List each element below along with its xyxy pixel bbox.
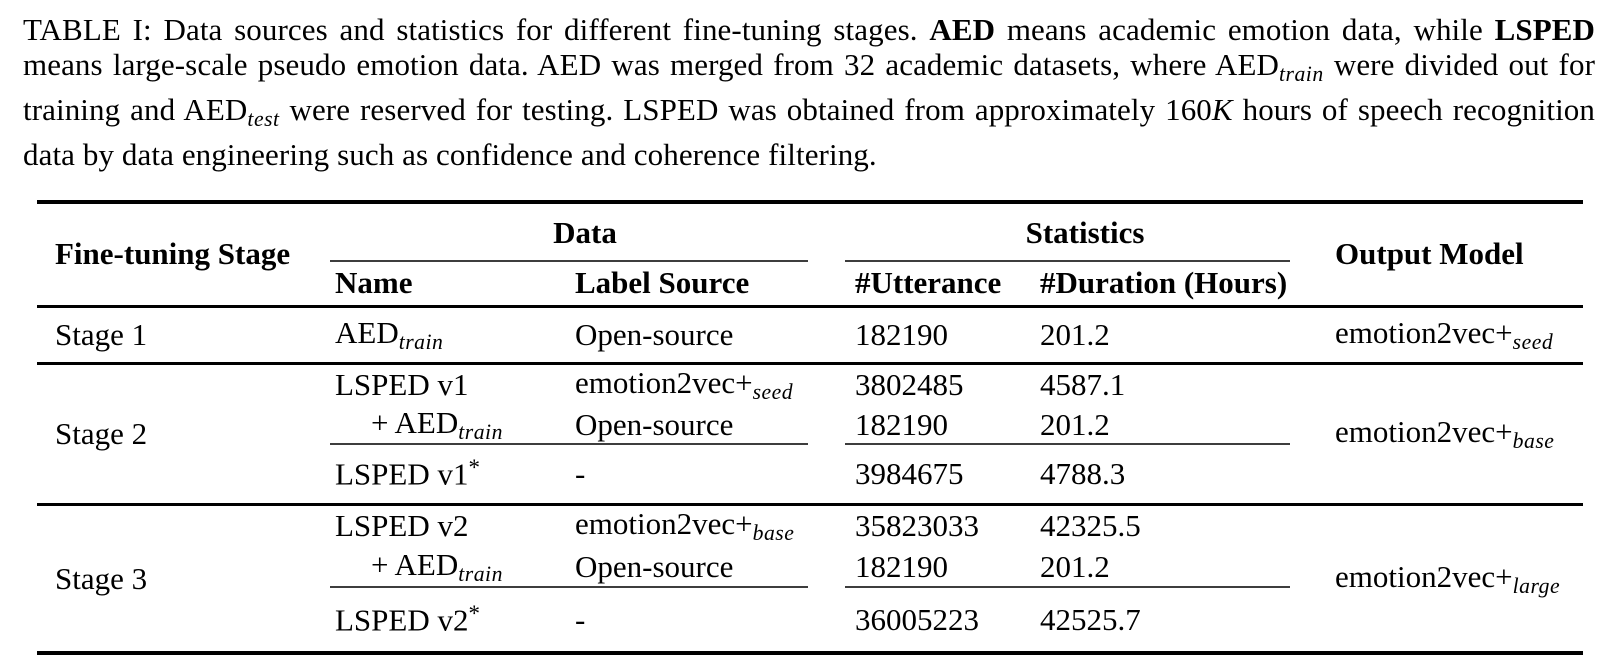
cell-utterance-count bbox=[845, 405, 1030, 445]
cell-label-source bbox=[565, 306, 845, 363]
cell-label-source bbox=[565, 363, 845, 405]
math-base: - bbox=[575, 601, 586, 637]
math-base: Open-source bbox=[575, 406, 734, 442]
math-base: LSPED v2 bbox=[335, 508, 469, 544]
math-subscript: seed bbox=[752, 379, 794, 404]
stage-label-text: Stage 1 bbox=[55, 316, 148, 352]
math-subscript: large bbox=[1512, 573, 1561, 598]
math-base: + AED bbox=[371, 404, 459, 440]
cell-output-model bbox=[1325, 505, 1583, 654]
table-row-stage2-a bbox=[37, 363, 1583, 405]
math-base: emotion2vec+ bbox=[575, 506, 753, 542]
cell-dataset-name bbox=[325, 306, 565, 363]
caption-subscript-train: train bbox=[1278, 62, 1324, 87]
header-name: Name bbox=[325, 262, 565, 306]
caption-text-4: were divided out for training and AED bbox=[23, 47, 1595, 128]
header-utterance: #Utterance bbox=[845, 262, 1030, 306]
fine-tuning-data-table bbox=[37, 200, 1583, 655]
header-fine-tuning-stage: Fine-tuning Stage bbox=[37, 202, 325, 306]
cell-utterance-count bbox=[845, 445, 1030, 505]
duration-value: 42525.7 bbox=[1040, 601, 1141, 637]
utterance-value: 182190 bbox=[855, 406, 948, 442]
caption-text-5: were reserved for testing. LSPED was obtained from approximately 160 bbox=[279, 92, 1212, 128]
header-duration: #Duration (Hours) bbox=[1030, 262, 1325, 306]
utterance-value: 36005223 bbox=[855, 601, 979, 637]
cell-label-source bbox=[565, 445, 845, 505]
caption-text-1: TABLE I: Data sources and statistics for different fine-tuning stages. bbox=[23, 12, 930, 47]
caption-term-aed: AED bbox=[929, 12, 996, 47]
math-base: emotion2vec+ bbox=[1335, 314, 1513, 350]
cell-duration-hours bbox=[1030, 505, 1325, 547]
math-base: LSPED v1 bbox=[335, 456, 469, 492]
math-subscript: seed bbox=[1512, 329, 1554, 354]
duration-value: 4587.1 bbox=[1040, 366, 1126, 402]
cell-duration-hours bbox=[1030, 405, 1325, 445]
header-output-model: Output Model bbox=[1325, 202, 1583, 306]
table-caption bbox=[23, 12, 1595, 172]
caption-subscript-test: test bbox=[247, 107, 280, 132]
math-base: + AED bbox=[371, 547, 459, 583]
math-base: Open-source bbox=[575, 316, 734, 352]
math-subscript: base bbox=[752, 521, 795, 546]
cell-duration-hours bbox=[1030, 445, 1325, 505]
stage-label-text: Stage 3 bbox=[55, 560, 148, 596]
cell-stage-label bbox=[37, 363, 325, 505]
duration-value: 42325.5 bbox=[1040, 508, 1141, 544]
header-group-data: Data bbox=[325, 202, 845, 262]
cell-dataset-name bbox=[325, 405, 565, 445]
math-base: - bbox=[575, 456, 586, 491]
cell-utterance-count bbox=[845, 546, 1030, 588]
cell-label-source bbox=[565, 405, 845, 445]
stage-label-text: Stage 2 bbox=[55, 415, 148, 451]
cell-dataset-name bbox=[325, 445, 565, 505]
asterisk-superscript: * bbox=[468, 455, 480, 481]
cell-label-source bbox=[565, 546, 845, 588]
duration-value: 201.2 bbox=[1040, 316, 1110, 352]
duration-value: 4788.3 bbox=[1040, 456, 1126, 491]
asterisk-superscript: * bbox=[468, 601, 480, 626]
cell-duration-hours bbox=[1030, 546, 1325, 588]
math-base: emotion2vec+ bbox=[1335, 413, 1513, 449]
cell-stage-label bbox=[37, 505, 325, 654]
cell-duration-hours bbox=[1030, 588, 1325, 653]
math-base: AED bbox=[335, 314, 399, 350]
cell-duration-hours bbox=[1030, 306, 1325, 363]
cell-utterance-count bbox=[845, 588, 1030, 653]
cell-dataset-name bbox=[325, 363, 565, 405]
cell-utterance-count bbox=[845, 505, 1030, 547]
utterance-value: 3984675 bbox=[855, 456, 964, 491]
caption-text-6: hours of speech recognition data by data engineering such as confidence and coherence filtering. bbox=[23, 92, 1595, 173]
cell-stage-label bbox=[37, 306, 325, 363]
math-base: LSPED v1 bbox=[335, 366, 469, 402]
cell-label-source bbox=[565, 588, 845, 653]
cell-output-model bbox=[1325, 306, 1583, 363]
caption-text-2: means academic emotion data, while bbox=[995, 12, 1495, 47]
cell-duration-hours bbox=[1030, 363, 1325, 405]
cell-utterance-count bbox=[845, 363, 1030, 405]
duration-value: 201.2 bbox=[1040, 549, 1110, 585]
table-row-stage1 bbox=[37, 306, 1583, 363]
cell-dataset-name bbox=[325, 546, 565, 588]
caption-text-3: means large-scale pseudo emotion data. AED was merged from 32 academic datasets, where AED bbox=[23, 47, 1279, 82]
cell-dataset-name bbox=[325, 588, 565, 653]
caption-math-k: K bbox=[1211, 92, 1233, 128]
utterance-value: 182190 bbox=[855, 549, 948, 585]
math-subscript: train bbox=[458, 419, 503, 444]
math-base: Open-source bbox=[575, 549, 734, 585]
math-subscript: train bbox=[458, 562, 503, 587]
math-subscript: base bbox=[1512, 428, 1555, 453]
caption-term-lsped: LSPED bbox=[1494, 12, 1595, 47]
utterance-value: 182190 bbox=[855, 316, 948, 352]
math-base: LSPED v2 bbox=[335, 602, 469, 638]
math-base: emotion2vec+ bbox=[1335, 558, 1513, 594]
header-group-statistics: Statistics bbox=[845, 202, 1325, 262]
cell-output-model bbox=[1325, 363, 1583, 505]
utterance-value: 3802485 bbox=[855, 366, 964, 402]
header-row-groups bbox=[37, 202, 1583, 262]
header-label-source: Label Source bbox=[565, 262, 845, 306]
cell-utterance-count bbox=[845, 306, 1030, 363]
cell-dataset-name bbox=[325, 505, 565, 547]
duration-value: 201.2 bbox=[1040, 406, 1110, 442]
table-row-stage3-a bbox=[37, 505, 1583, 547]
cell-label-source bbox=[565, 505, 845, 547]
math-subscript: train bbox=[398, 329, 444, 354]
math-base: emotion2vec+ bbox=[575, 364, 753, 400]
utterance-value: 35823033 bbox=[855, 508, 979, 544]
